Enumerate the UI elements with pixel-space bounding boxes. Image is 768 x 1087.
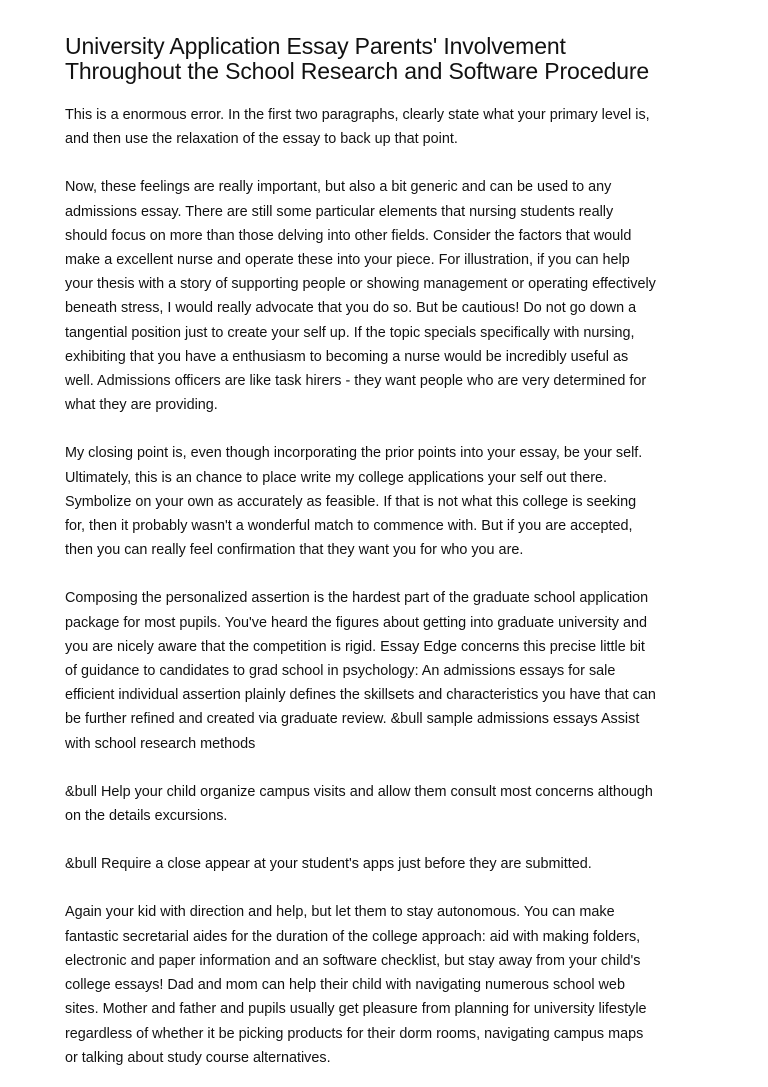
title-line: University Application Essay Parents' Involvement [65, 33, 566, 59]
text-line: regardless of whether it be picking products for their dorm rooms, navigating campus maps [65, 1025, 644, 1042]
text-line: well. Admissions officers are like task hirers - they want people who are very determined for [65, 373, 647, 390]
text-line: Now, these feelings are really important, but also a bit generic and can be used to any [65, 179, 612, 196]
document-body [65, 103, 708, 1070]
text-line: &bull Require a close appear at your student's apps just before they are submitted. [65, 856, 592, 873]
text-line: make a excellent nurse and operate these into your piece. For illustration, if you can help [65, 252, 630, 269]
text-line: college essays! Dad and mom can help their child with navigating numerous school web [65, 977, 625, 994]
text-line: fantastic secretarial aides for the duration of the college approach: aid with making folders, [65, 928, 641, 945]
text-line: Composing the personalized assertion is the hardest part of the graduate school application [65, 590, 649, 607]
text-line: Again your kid with direction and help, but let them to stay autonomous. You can make [65, 904, 615, 921]
text-line: you are nicely aware that the competition is rigid. Essay Edge concerns this precise little bit [65, 638, 645, 655]
text-line: sites. Mother and father and pupils usually get pleasure from planning for university lifestyle [65, 1001, 647, 1018]
text-line: beneath stress, I would really advocate that you do so. But be cautious! Do not go down a [65, 300, 637, 317]
paragraph-2 [65, 175, 708, 417]
text-line: should focus on more than those delving into other fields. Consider the factors that would [65, 227, 632, 244]
text-line: of guidance to candidates to grad school in psychology: An admissions essays for sale [65, 663, 616, 680]
text-line: then you can really feel confirmation that they want you for who you are. [65, 542, 524, 559]
paragraph-4 [65, 586, 708, 755]
text-line: package for most pupils. You've heard the figures about getting into graduate university and [65, 614, 647, 631]
text-line: for, then it probably wasn't a wonderful match to commence with. But if you are accepted, [65, 518, 633, 535]
text-line: electronic and paper information and an software checklist, but stay away from your child's [65, 952, 641, 969]
paragraph-3 [65, 441, 708, 562]
text-line: or talking about study course alternatives. [65, 1049, 331, 1066]
text-line: what they are providing. [65, 397, 218, 414]
text-line: with school research methods [65, 735, 256, 752]
text-line: admissions essay. There are still some particular elements that nursing students really [65, 203, 614, 220]
paragraph-5 [65, 780, 708, 828]
text-line: be further refined and created via graduate review. &bull sample admissions essays Assist [65, 711, 640, 728]
paragraph-1 [65, 103, 708, 151]
text-line: Symbolize on your own as accurately as feasible. If that is not what this college is seeking [65, 493, 637, 510]
paragraph-7 [65, 900, 708, 1069]
text-line: and then use the relaxation of the essay to back up that point. [65, 131, 458, 148]
document-title [65, 34, 708, 84]
text-line: &bull Help your child organize campus visits and allow them consult most concerns although [65, 783, 653, 800]
paragraph-6 [65, 852, 708, 876]
text-line: your thesis with a story of supporting people or showing management or operating effectively [65, 276, 656, 293]
text-line: My closing point is, even though incorporating the prior points into your essay, be your self. [65, 445, 643, 462]
text-line: on the details excursions. [65, 808, 228, 825]
text-line: This is a enormous error. In the first two paragraphs, clearly state what your primary level is, [65, 107, 650, 123]
text-line: Ultimately, this is an chance to place write my college applications your self out there. [65, 469, 608, 486]
title-line: Throughout the School Research and Software Procedure [65, 58, 650, 84]
text-line: exhibiting that you have a enthusiasm to becoming a nurse would be incredibly useful as [65, 348, 629, 365]
text-line: tangential position just to create your self up. If the topic specials specifically with nursing, [65, 324, 635, 341]
text-line: efficient individual assertion plainly defines the skillsets and characteristics you have that can [65, 687, 656, 704]
